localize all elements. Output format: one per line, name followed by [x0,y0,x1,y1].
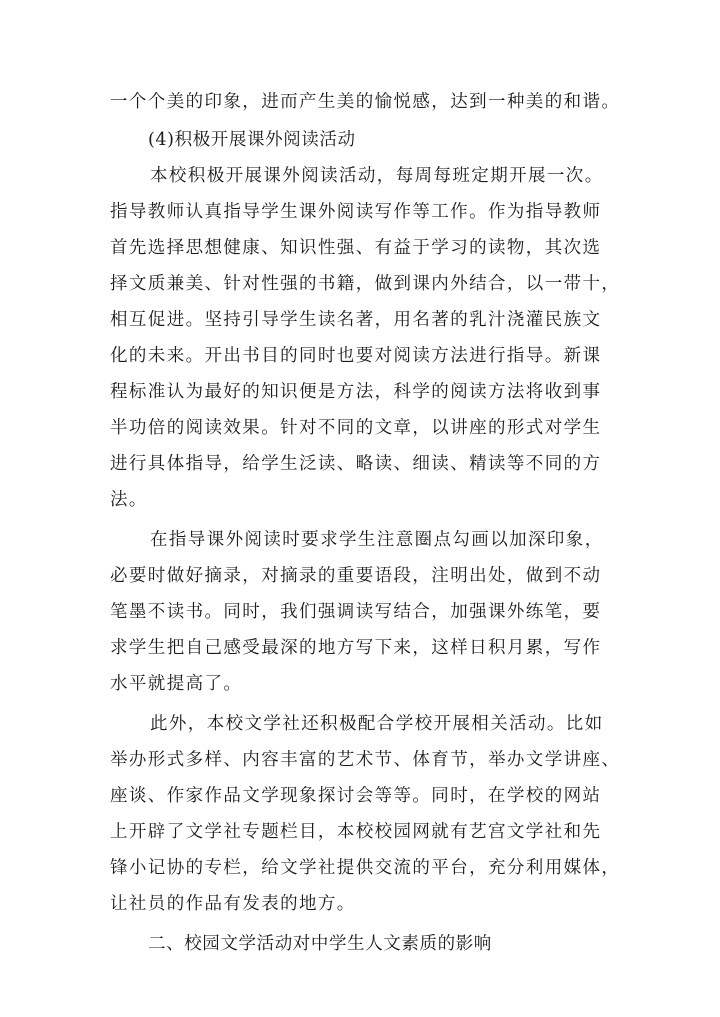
paragraph-line: 座谈、作家作品文学现象探讨会等等。同时，在学校的网站 [110,786,602,806]
paragraph-line: 此外，本校文学社还积极配合学校开展相关活动。比如 [150,714,604,734]
paragraph-line: 法。 [110,490,148,510]
paragraph-line: 上开辟了文学社专题栏目，本校校园网就有艺宫文学社和先 [110,822,602,842]
paragraph-line: 本校积极开展课外阅读活动，每周每班定期开展一次。 [150,166,604,186]
section-heading: (4)积极开展课外阅读活动 [148,130,356,150]
paragraph-line: 半功倍的阅读效果。针对不同的文章，以讲座的形式对学生 [110,418,602,438]
paragraph-line: 化的未来。开出书目的同时也要对阅读方法进行指导。新课 [110,346,602,366]
paragraph-line: 必要时做好摘录，对摘录的重要语段，注明出处，做到不动 [110,566,602,586]
paragraph-line: 相互促进。坚持引导学生读名著，用名著的乳汁浇灌民族文 [110,310,602,330]
paragraph-line: 进行具体指导，给学生泛读、略读、细读、精读等不同的方 [110,454,602,474]
paragraph-line: 笔墨不读书。同时，我们强调读写结合，加强课外练笔，要 [110,602,602,622]
paragraph-line: 举办形式多样、内容丰富的艺术节、体育节，举办文学讲座、 [110,750,621,770]
paragraph-line: 程标准认为最好的知识便是方法，科学的阅读方法将收到事 [110,382,602,402]
paragraph-line: 首先选择思想健康、知识性强、有益于学习的读物，其次选 [110,238,602,258]
paragraph-line: 锋小记协的专栏，给文学社提供交流的平台，充分利用媒体， [110,858,621,878]
paragraph-line: 在指导课外阅读时要求学生注意圈点勾画以加深印象， [150,530,604,550]
paragraph-line: 水平就提高了。 [110,674,243,694]
paragraph-line: 择文质兼美、针对性强的书籍，做到课内外结合，以一带十， [110,274,621,294]
paragraph-line: 让社员的作品有发表的地方。 [110,894,356,914]
paragraph-line: 求学生把自己感受最深的地方写下来，这样日积月累，写作 [110,638,602,658]
paragraph-line: 一个个美的印象，进而产生美的愉悦感，达到一种美的和谐。 [110,92,621,112]
paragraph-line: 指导教师认真指导学生课外阅读写作等工作。作为指导教师 [110,202,602,222]
section-heading: 二、校园文学活动对中学生人文素质的影响 [148,934,492,954]
